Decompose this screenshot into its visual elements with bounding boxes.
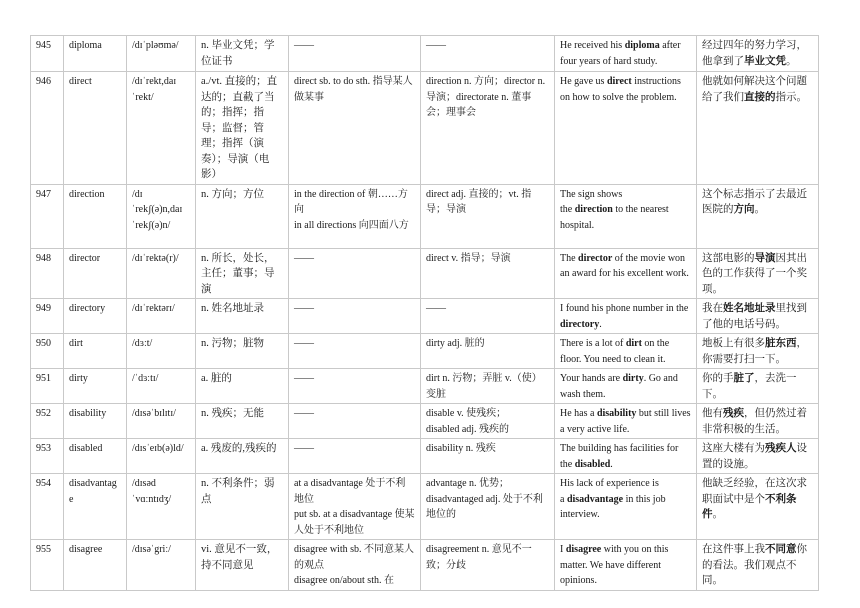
entry-number-cell: 954 — [31, 474, 64, 540]
text-segment: The — [560, 252, 579, 264]
phonetic-cell: /ˈdɜːtɪ/ — [127, 369, 196, 404]
example-sentence-cell — [555, 299, 697, 334]
text-segment: His lack of experience is a — [560, 478, 659, 505]
phrases-cell: —— — [289, 36, 421, 72]
derivatives-cell: —— — [421, 299, 555, 334]
text-segment: 。 — [754, 204, 765, 215]
entry-number-cell: 950 — [31, 334, 64, 369]
phrases-cell: —— — [289, 404, 421, 439]
table-row — [31, 540, 819, 591]
text-segment: . — [599, 318, 602, 330]
phonetic-cell: /dɪsədˈvɑːntɪdʒ/ — [127, 474, 196, 540]
highlighted-word: diploma — [624, 40, 660, 51]
example-translation-cell — [697, 299, 819, 334]
highlighted-word: dirty — [622, 373, 644, 384]
example-translation-cell — [697, 184, 819, 248]
headword-cell: dirty — [64, 369, 127, 404]
entry-number-cell: 945 — [31, 36, 64, 72]
headword-cell: dirt — [64, 334, 127, 369]
text-segment: ，但仍然过着非常积极的生活。 — [702, 408, 807, 435]
meaning-cell: vi. 意见不一致，持不同意见 — [196, 540, 289, 591]
text-segment: 里找到了他的电话号码。 — [702, 303, 807, 330]
example-sentence-cell — [555, 404, 697, 439]
phonetic-cell: /dɪˈrektərɪ/ — [127, 299, 196, 334]
headword-cell: diploma — [64, 36, 127, 72]
derivatives-cell: direction n. 方向；director n. 导演；directorate n. 董事会；理事会 — [421, 72, 555, 185]
entry-number-cell: 952 — [31, 404, 64, 439]
text-segment: . — [610, 458, 613, 470]
text-segment: 经过四年的努力学习，他拿到了 — [702, 40, 807, 67]
phonetic-cell: /dɪˈrekt,daɪˈrekt/ — [127, 72, 196, 185]
example-sentence-cell — [555, 72, 697, 185]
phrases-cell: —— — [289, 334, 421, 369]
meaning-cell: n. 毕业文凭；学位证书 — [196, 36, 289, 72]
headword-cell: direction — [64, 184, 127, 248]
derivatives-cell: direct adj. 直接的；vt. 指导；导演 — [421, 184, 555, 248]
meaning-cell: a./vt. 直接的；直达的；直截了当的；指挥；指导；监督；管理；指挥（演奏）；导演（电影） — [196, 72, 289, 185]
text-segment: with you on this matter. We have different opinions. — [560, 544, 669, 586]
text-segment: 。 — [786, 55, 797, 67]
headword-cell: disadvantage — [64, 474, 127, 540]
text-segment: 。 — [712, 509, 723, 520]
entry-number-cell: 947 — [31, 184, 64, 248]
text-segment: He received his — [560, 40, 625, 51]
derivatives-cell: —— — [421, 36, 555, 72]
phrases-cell: —— — [289, 299, 421, 334]
phrases-cell: at a disadvantage 处于不利地位 put sb. at a disadvantage 使某人处于不利地位 — [289, 474, 421, 540]
entry-number-cell: 951 — [31, 369, 64, 404]
example-translation-cell — [697, 540, 819, 591]
text-segment: I — [560, 544, 566, 555]
entry-number-cell: 955 — [31, 540, 64, 591]
text-segment: There is a lot of — [560, 338, 626, 349]
text-segment: He has a — [560, 408, 597, 419]
text-segment: to the nearest hospital. — [560, 204, 669, 231]
phrases-cell: —— — [289, 369, 421, 404]
highlighted-word: 脏东西 — [765, 338, 797, 349]
table-row — [31, 248, 819, 299]
highlighted-word: disagree — [565, 544, 602, 555]
text-segment: 我在 — [702, 303, 723, 314]
entry-number-cell: 953 — [31, 439, 64, 474]
headword-cell: disagree — [64, 540, 127, 591]
meaning-cell: n. 不利条件；弱点 — [196, 474, 289, 540]
highlighted-word: 直接的 — [744, 91, 776, 103]
headword-cell: director — [64, 248, 127, 299]
text-segment: 他缺乏经验，在这次求职面试中是个 — [702, 478, 807, 505]
text-segment: but still lives a very active life. — [560, 408, 691, 435]
text-segment: after four years of hard study. — [560, 40, 681, 67]
phonetic-cell: /dɪˈpləʊmə/ — [127, 36, 196, 72]
entry-number-cell: 946 — [31, 72, 64, 185]
highlighted-word: director — [578, 252, 613, 264]
text-segment: on the floor. You need to clean it. — [560, 338, 670, 365]
text-segment: 他有 — [702, 408, 723, 419]
example-sentence-cell — [555, 439, 697, 474]
table-row — [31, 299, 819, 334]
phrases-cell: in the direction of 朝……方向 in all directions 向四面八方 — [289, 184, 421, 248]
headword-cell: direct — [64, 72, 127, 185]
text-segment: The building has facilities for the — [560, 443, 679, 470]
highlighted-word: disabled — [574, 458, 611, 470]
highlighted-word: 毕业文凭 — [744, 55, 786, 67]
meaning-cell: n. 污物；脏物 — [196, 334, 289, 369]
example-sentence-cell — [555, 36, 697, 72]
highlighted-word: 脏了 — [733, 373, 755, 384]
highlighted-word: directory — [560, 318, 600, 330]
derivatives-cell: disability n. 残疾 — [421, 439, 555, 474]
example-translation-cell — [697, 72, 819, 185]
table-row — [31, 36, 819, 72]
text-segment: 你的手 — [702, 373, 734, 384]
example-sentence-cell — [555, 540, 697, 591]
derivatives-cell: advantage n. 优势； disadvantaged adj. 处于不利地位的 — [421, 474, 555, 540]
table-row — [31, 184, 819, 248]
meaning-cell: a. 残废的,残疾的 — [196, 439, 289, 474]
text-segment: 你的看法。我们观点不同。 — [702, 544, 807, 586]
text-segment: ，你需要打扫一下。 — [702, 338, 807, 365]
phonetic-cell: /dɜːt/ — [127, 334, 196, 369]
table-row — [31, 72, 819, 185]
text-segment: . Go and wash them. — [560, 373, 678, 400]
highlighted-word: direct — [606, 76, 632, 87]
text-segment: in this job interview. — [560, 493, 666, 520]
text-segment: 在这件事上我 — [702, 544, 765, 555]
text-segment: ，去洗一下。 — [702, 373, 797, 400]
meaning-cell: a. 脏的 — [196, 369, 289, 404]
text-segment: 因其出色的工作获得了一个奖项。 — [702, 252, 807, 295]
phrases-cell: disagree with sb. 不同意某人的观点 disagree on/about sth. 在 — [289, 540, 421, 591]
text-segment: 设置的设施。 — [702, 443, 807, 470]
example-translation-cell — [697, 439, 819, 474]
derivatives-cell: disagreement n. 意见不一致；分歧 — [421, 540, 555, 591]
meaning-cell: n. 姓名地址录 — [196, 299, 289, 334]
phonetic-cell: /dɪsəˈbɪlɪtɪ/ — [127, 404, 196, 439]
headword-cell: disabled — [64, 439, 127, 474]
example-sentence-cell — [555, 184, 697, 248]
highlighted-word: disability — [596, 408, 637, 419]
derivatives-cell: dirt n. 污物；弄脏 v.（使）变脏 — [421, 369, 555, 404]
highlighted-word: 残疾 — [723, 408, 744, 419]
derivatives-cell: direct v. 指导；导演 — [421, 248, 555, 299]
example-translation-cell — [697, 404, 819, 439]
highlighted-word: 残疾人 — [765, 443, 797, 454]
meaning-cell: n. 所长，处长，主任；董事；导演 — [196, 248, 289, 299]
text-segment: of the movie won an award for his excellent work. — [560, 252, 689, 279]
table-row — [31, 404, 819, 439]
text-segment: 这座大楼有为 — [702, 443, 765, 454]
example-translation-cell — [697, 369, 819, 404]
text-segment: He gave us — [560, 76, 607, 87]
text-segment: 这个标志指示了去最近医院的 — [702, 188, 807, 215]
meaning-cell: n. 方向；方位 — [196, 184, 289, 248]
table-row — [31, 369, 819, 404]
text-segment: Your hands are — [560, 373, 623, 384]
text-segment: instructions on how to solve the problem. — [560, 76, 681, 103]
text-segment: The sign shows the — [560, 188, 623, 215]
highlighted-word: 不利条件 — [702, 493, 797, 520]
phonetic-cell: /dɪˈrekʃ(ə)n,daɪˈrekʃ(ə)n/ — [127, 184, 196, 248]
example-translation-cell — [697, 474, 819, 540]
text-segment: I found his phone number in the — [560, 303, 689, 314]
text-segment: 地板上有很多 — [702, 338, 765, 349]
phrases-cell: —— — [289, 439, 421, 474]
highlighted-word: dirt — [625, 338, 642, 349]
phrases-cell: —— — [289, 248, 421, 299]
example-translation-cell — [697, 248, 819, 299]
entry-number-cell: 948 — [31, 248, 64, 299]
example-translation-cell — [697, 334, 819, 369]
example-sentence-cell — [555, 369, 697, 404]
phonetic-cell: /dɪsəˈgriː/ — [127, 540, 196, 591]
derivatives-cell: dirty adj. 脏的 — [421, 334, 555, 369]
derivatives-cell: disable v. 使残疾； disabled adj. 残疾的 — [421, 404, 555, 439]
example-translation-cell — [697, 36, 819, 72]
entry-number-cell: 949 — [31, 299, 64, 334]
highlighted-word: 方向 — [733, 204, 755, 215]
highlighted-word: direction — [574, 204, 613, 215]
text-segment: 指示。 — [775, 91, 807, 103]
text-segment: 这部电影的 — [702, 252, 755, 264]
meaning-cell: n. 残疾；无能 — [196, 404, 289, 439]
example-sentence-cell — [555, 248, 697, 299]
example-sentence-cell — [555, 474, 697, 540]
table-row — [31, 439, 819, 474]
highlighted-word: 导演 — [754, 252, 776, 264]
highlighted-word: 不同意 — [765, 544, 797, 555]
headword-cell: disability — [64, 404, 127, 439]
vocabulary-table — [30, 35, 819, 591]
highlighted-word: disadvantage — [566, 493, 624, 505]
example-sentence-cell — [555, 334, 697, 369]
phonetic-cell: /dɪsˈeɪb(ə)ld/ — [127, 439, 196, 474]
phrases-cell: direct sb. to do sth. 指导某人做某事 — [289, 72, 421, 185]
headword-cell: directory — [64, 299, 127, 334]
table-row — [31, 334, 819, 369]
highlighted-word: 姓名地址录 — [723, 303, 776, 314]
table-row — [31, 474, 819, 540]
text-segment: 他就如何解决这个问题给了我们 — [702, 76, 807, 103]
phonetic-cell: /dɪˈrektə(r)/ — [127, 248, 196, 299]
